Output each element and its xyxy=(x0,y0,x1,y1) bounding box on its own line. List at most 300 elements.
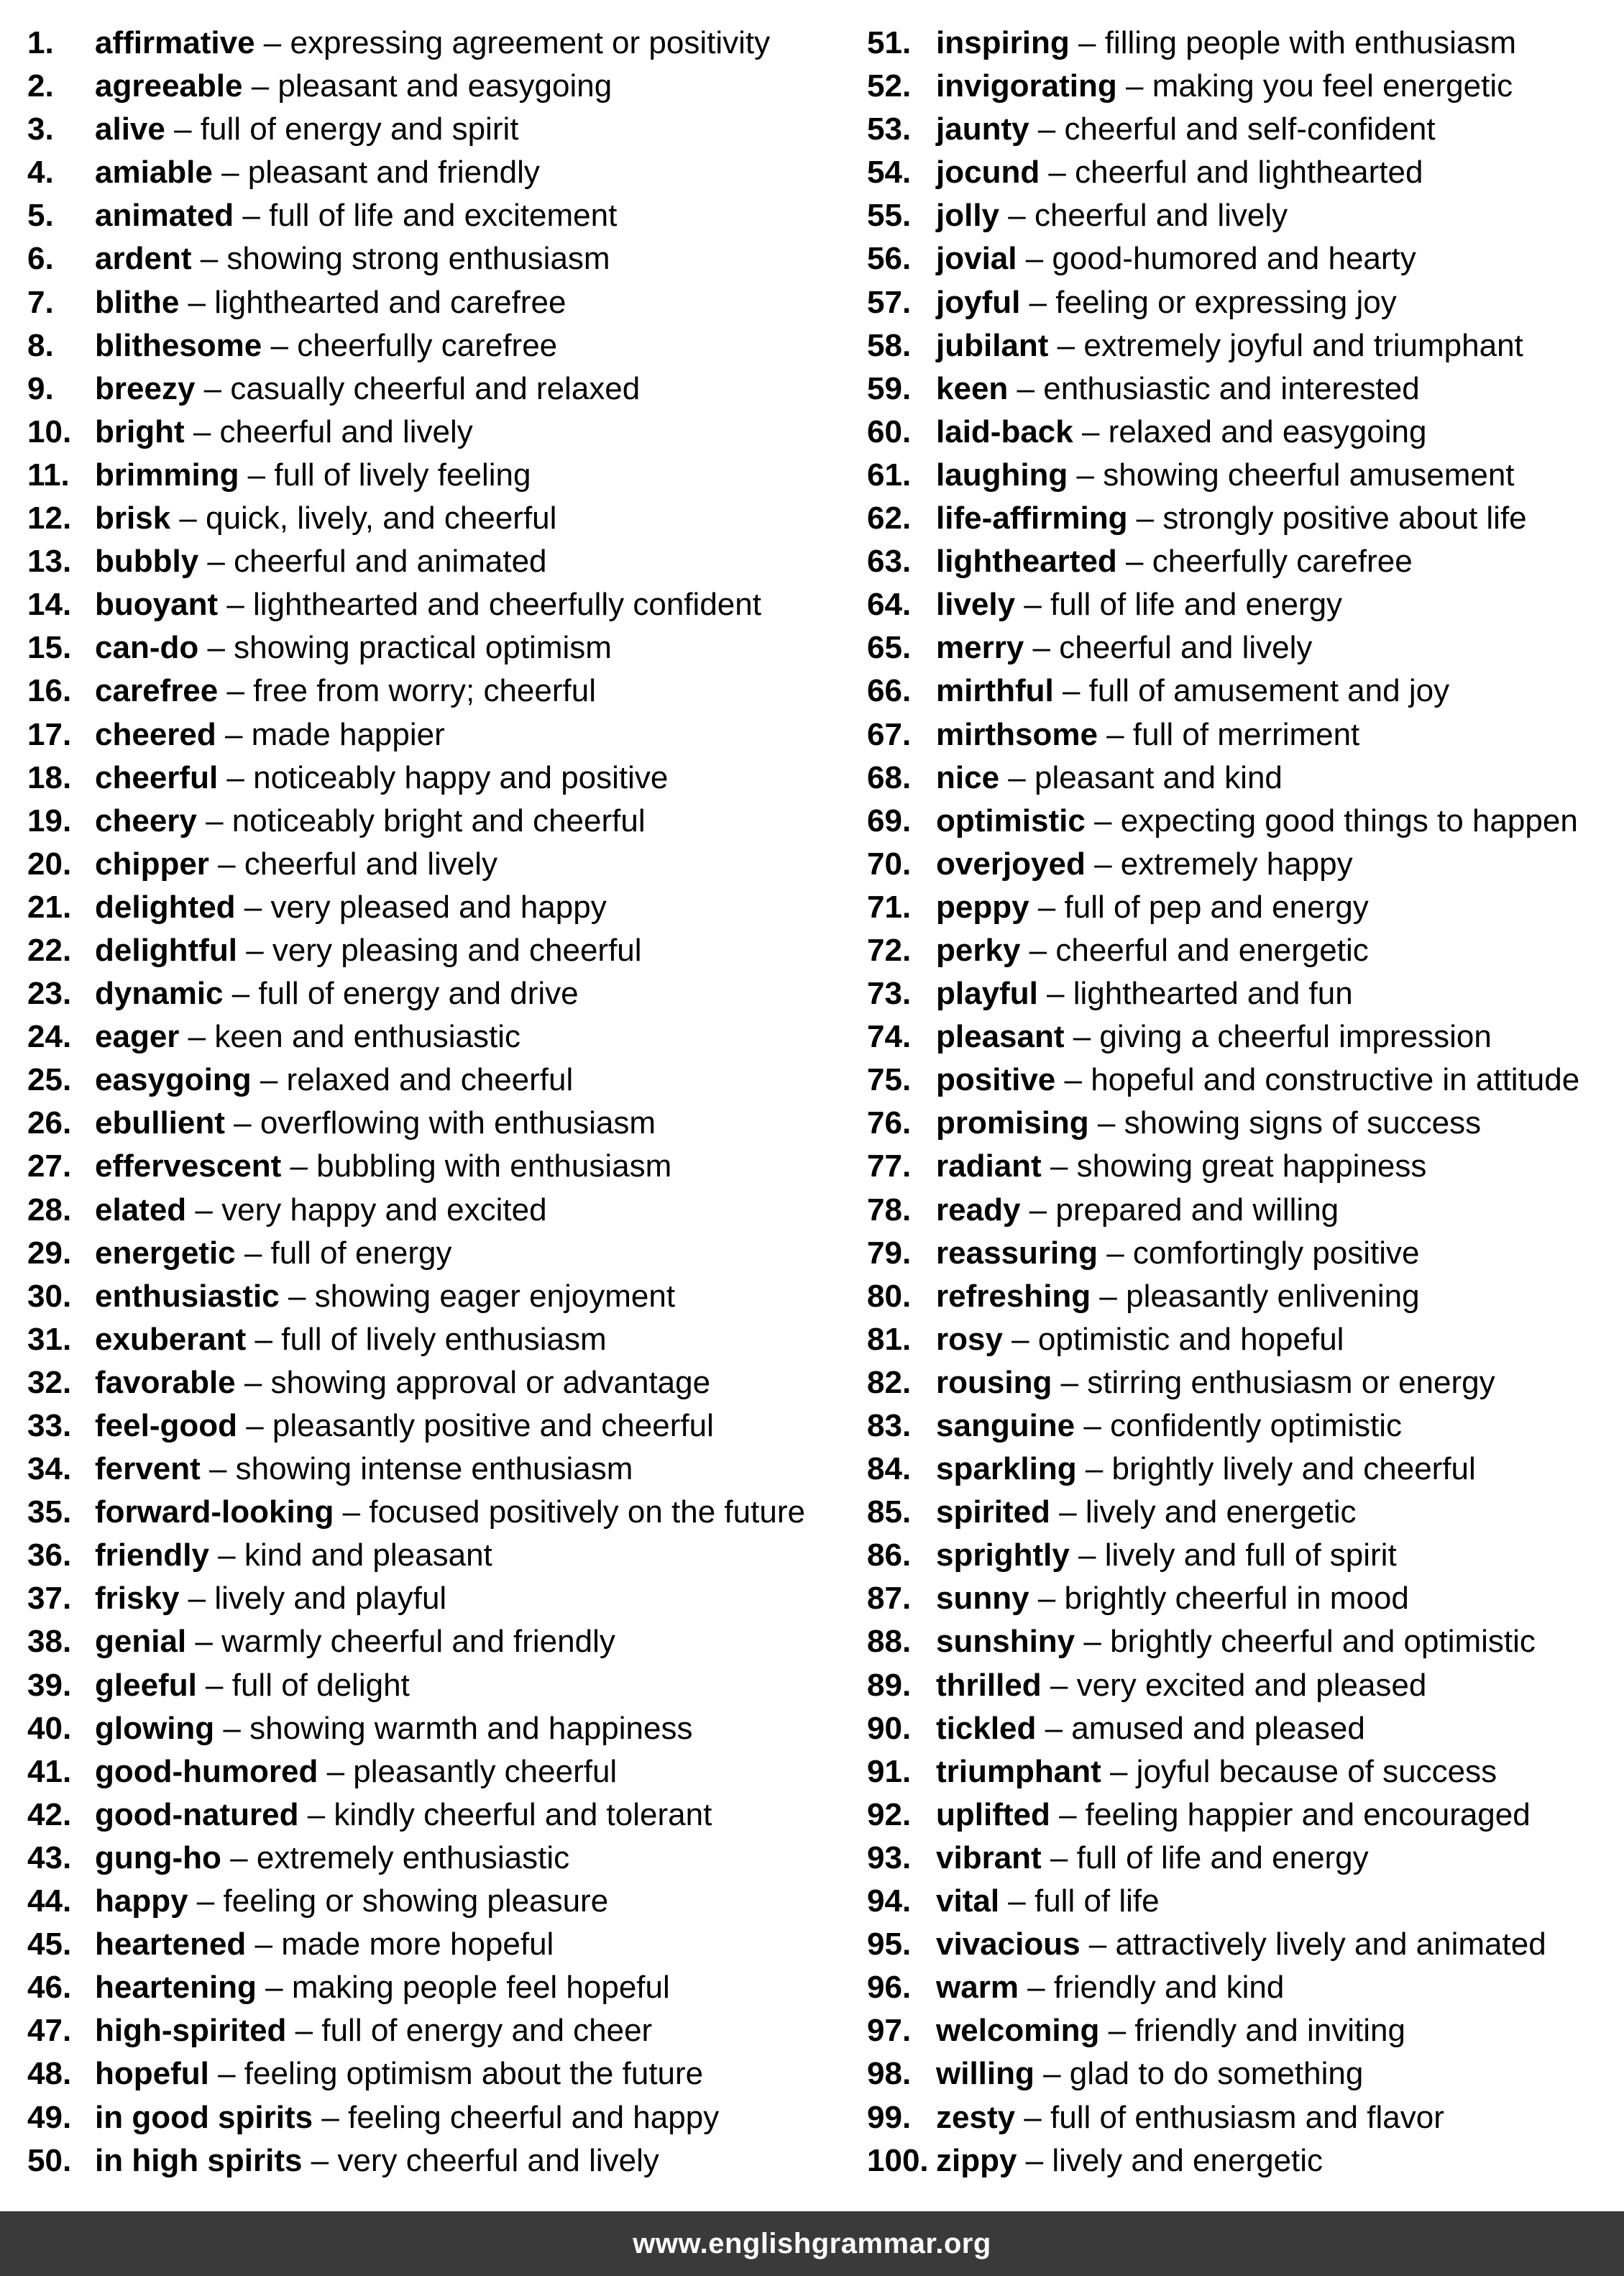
item-word: positive xyxy=(936,1062,1056,1098)
item-number: 82. xyxy=(867,1364,912,1400)
item-number: 96. xyxy=(867,1970,912,2006)
item-word: zippy xyxy=(936,2142,1017,2178)
list-item xyxy=(867,1189,1615,1232)
item-definition: – full of lively enthusiasm xyxy=(246,1321,607,1357)
item-definition: – full of energy xyxy=(235,1235,452,1271)
list-item xyxy=(27,800,832,843)
item-definition: – strongly positive about life xyxy=(1127,501,1527,536)
list-item xyxy=(27,540,832,583)
item-number: 52. xyxy=(867,68,912,104)
item-definition: – very excited and pleased xyxy=(1041,1667,1427,1703)
list-item xyxy=(27,1837,832,1880)
item-word: cheery xyxy=(95,803,197,838)
item-definition: – friendly and inviting xyxy=(1099,2013,1405,2049)
item-number: 74. xyxy=(867,1019,912,1055)
item-word: tickled xyxy=(936,1710,1037,1746)
list-item xyxy=(867,1966,1615,2009)
item-definition: – full of merriment xyxy=(1097,716,1360,752)
list-item xyxy=(867,454,1615,497)
item-definition: – brightly cheerful in mood xyxy=(1029,1581,1409,1617)
item-definition: – kindly cheerful and tolerant xyxy=(298,1796,712,1832)
list-item xyxy=(867,583,1615,626)
list-item xyxy=(27,1102,832,1145)
item-number: 100. xyxy=(867,2142,929,2178)
item-number: 77. xyxy=(867,1148,912,1184)
item-definition: – glad to do something xyxy=(1034,2056,1364,2092)
item-number: 69. xyxy=(867,803,912,838)
item-word: feel-good xyxy=(95,1408,237,1443)
item-definition: – cheerfully carefree xyxy=(262,327,558,363)
item-word: sanguine xyxy=(936,1408,1075,1443)
item-definition: – friendly and kind xyxy=(1018,1970,1285,2006)
item-number: 19. xyxy=(27,803,72,838)
item-definition: – lively and full of spirit xyxy=(1069,1537,1397,1573)
item-definition: – expressing agreement or positivity xyxy=(254,25,771,60)
item-word: good-humored xyxy=(95,1753,318,1789)
item-number: 26. xyxy=(27,1105,72,1141)
item-word: frisky xyxy=(95,1581,180,1617)
item-word: delightful xyxy=(95,932,237,968)
item-word: merry xyxy=(936,630,1024,666)
item-number: 64. xyxy=(867,587,912,623)
list-item xyxy=(867,1837,1615,1880)
item-definition: – full of energy and cheer xyxy=(286,2013,653,2049)
item-number: 93. xyxy=(867,1839,912,1875)
item-word: invigorating xyxy=(936,68,1117,104)
item-word: in high spirits xyxy=(95,2142,303,2178)
item-word: rousing xyxy=(936,1364,1052,1400)
item-definition: – showing eager enjoyment xyxy=(279,1278,676,1314)
item-definition: – showing approval or advantage xyxy=(235,1364,711,1400)
item-number: 91. xyxy=(867,1753,912,1789)
item-definition: – pleasantly positive and cheerful xyxy=(237,1408,714,1443)
item-word: high-spirited xyxy=(95,2013,287,2049)
item-number: 22. xyxy=(27,932,72,968)
item-word: reassuring xyxy=(936,1235,1098,1271)
item-definition: – full of life and excitement xyxy=(234,198,618,234)
item-number: 62. xyxy=(867,501,912,536)
item-definition: – keen and enthusiastic xyxy=(179,1019,520,1055)
item-definition: – warmly cheerful and friendly xyxy=(186,1624,615,1660)
item-definition: – focused positively on the future xyxy=(334,1494,805,1530)
item-definition: – full of delight xyxy=(196,1667,410,1703)
list-item xyxy=(27,886,832,929)
item-word: animated xyxy=(95,198,234,234)
item-number: 94. xyxy=(867,1883,912,1919)
item-number: 60. xyxy=(867,413,912,449)
item-word: refreshing xyxy=(936,1278,1091,1314)
list-item xyxy=(27,626,832,669)
item-definition: – very pleased and happy xyxy=(235,889,607,925)
item-definition: – lighthearted and carefree xyxy=(179,284,566,320)
item-number: 2. xyxy=(27,68,54,104)
item-definition: – relaxed and cheerful xyxy=(251,1062,574,1098)
list-item xyxy=(867,1404,1615,1448)
item-number: 97. xyxy=(867,2013,912,2049)
list-item xyxy=(27,454,832,497)
list-item xyxy=(27,1404,832,1448)
footer-website-link[interactable]: www.englishgrammar.org xyxy=(633,2227,991,2259)
item-definition: – pleasant and friendly xyxy=(212,155,540,191)
item-definition: – cheerful and lighthearted xyxy=(1040,155,1423,191)
item-word: mirthful xyxy=(936,673,1054,709)
list-item xyxy=(27,583,832,626)
item-number: 5. xyxy=(27,198,54,234)
item-definition: – full of amusement and joy xyxy=(1053,673,1450,709)
item-word: vital xyxy=(936,1883,1000,1919)
item-word: blithe xyxy=(95,284,180,320)
item-word: bubbly xyxy=(95,544,199,580)
item-word: playful xyxy=(936,976,1038,1012)
item-word: triumphant xyxy=(936,1753,1101,1789)
list-item xyxy=(27,2052,832,2096)
item-number: 42. xyxy=(27,1796,72,1832)
item-number: 80. xyxy=(867,1278,912,1314)
item-word: happy xyxy=(95,1883,188,1919)
list-item xyxy=(867,1275,1615,1318)
item-word: affirmative xyxy=(95,25,255,60)
list-item xyxy=(27,2139,832,2183)
item-number: 13. xyxy=(27,544,72,580)
item-number: 85. xyxy=(867,1494,912,1530)
item-number: 31. xyxy=(27,1321,72,1357)
list-item xyxy=(867,886,1615,929)
list-item xyxy=(27,411,832,454)
list-item xyxy=(27,151,832,194)
item-word: heartening xyxy=(95,1970,257,2006)
item-number: 39. xyxy=(27,1667,72,1703)
item-word: mirthsome xyxy=(936,716,1098,752)
item-word: dynamic xyxy=(95,976,224,1012)
item-definition: – confidently optimistic xyxy=(1075,1408,1403,1443)
item-definition: – full of energy and spirit xyxy=(165,111,519,147)
item-number: 32. xyxy=(27,1364,72,1400)
item-word: gleeful xyxy=(95,1667,197,1703)
list-item xyxy=(867,1059,1615,1102)
item-number: 71. xyxy=(867,889,912,925)
item-definition: – cheerful and lively xyxy=(208,846,498,882)
item-number: 78. xyxy=(867,1192,912,1228)
item-word: ebullient xyxy=(95,1105,225,1141)
item-definition: – extremely enthusiastic xyxy=(221,1839,570,1875)
item-definition: – very cheerful and lively xyxy=(302,2142,659,2178)
item-definition: – brightly cheerful and optimistic xyxy=(1075,1624,1536,1660)
list-item xyxy=(867,22,1615,65)
list-item xyxy=(27,1750,832,1793)
item-definition: – pleasantly enlivening xyxy=(1091,1278,1420,1314)
item-number: 72. xyxy=(867,932,912,968)
item-number: 47. xyxy=(27,2013,72,2049)
item-definition: – cheerfully carefree xyxy=(1116,544,1413,580)
item-number: 98. xyxy=(867,2056,912,2092)
item-word: laid-back xyxy=(936,413,1073,449)
item-number: 70. xyxy=(867,846,912,882)
item-definition: – showing warmth and happiness xyxy=(214,1710,693,1746)
item-number: 63. xyxy=(867,544,912,580)
item-word: glowing xyxy=(95,1710,215,1746)
list-item xyxy=(27,1966,832,2009)
list-item xyxy=(27,1448,832,1491)
list-item xyxy=(27,1059,832,1102)
list-item xyxy=(867,2052,1615,2096)
list-item xyxy=(27,1275,832,1318)
list-item xyxy=(867,324,1615,367)
list-item xyxy=(867,1145,1615,1188)
item-definition: – noticeably bright and cheerful xyxy=(196,803,646,838)
item-definition: – showing intense enthusiasm xyxy=(200,1451,633,1487)
list-item xyxy=(27,1664,832,1707)
item-number: 24. xyxy=(27,1019,72,1055)
item-definition: – quick, lively, and cheerful xyxy=(170,501,557,536)
item-definition: – feeling or expressing joy xyxy=(1020,284,1397,320)
item-word: carefree xyxy=(95,673,219,709)
list-item xyxy=(27,1491,832,1534)
item-definition: – prepared and willing xyxy=(1020,1192,1339,1228)
item-number: 38. xyxy=(27,1624,72,1660)
item-word: genial xyxy=(95,1624,187,1660)
item-definition: – feeling or showing pleasure xyxy=(188,1883,609,1919)
item-word: eager xyxy=(95,1019,180,1055)
list-item xyxy=(27,22,832,65)
item-number: 58. xyxy=(867,327,912,363)
item-number: 55. xyxy=(867,198,912,234)
item-word: brisk xyxy=(95,501,171,536)
list-item xyxy=(867,1577,1615,1620)
item-number: 73. xyxy=(867,976,912,1012)
item-word: welcoming xyxy=(936,2013,1100,2049)
item-number: 18. xyxy=(27,759,72,795)
item-number: 45. xyxy=(27,1927,72,1962)
item-word: peppy xyxy=(936,889,1029,925)
item-number: 99. xyxy=(867,2099,912,2135)
item-number: 51. xyxy=(867,25,912,60)
item-definition: – showing cheerful amusement xyxy=(1068,457,1515,493)
item-definition: – cheerful and self-confident xyxy=(1029,111,1436,147)
list-item xyxy=(867,1232,1615,1275)
item-word: optimistic xyxy=(936,803,1086,838)
item-word: zesty xyxy=(936,2099,1016,2135)
item-number: 56. xyxy=(867,241,912,277)
item-number: 48. xyxy=(27,2056,72,2092)
item-word: brimming xyxy=(95,457,239,493)
item-number: 66. xyxy=(867,673,912,709)
item-definition: – optimistic and hopeful xyxy=(1002,1321,1344,1357)
item-definition: – bubbling with enthusiasm xyxy=(281,1148,672,1184)
item-word: enthusiastic xyxy=(95,1278,280,1314)
item-word: keen xyxy=(936,370,1009,406)
item-definition: – cheerful and animated xyxy=(198,544,547,580)
item-number: 95. xyxy=(867,1927,912,1962)
list-item xyxy=(27,713,832,757)
item-word: exuberant xyxy=(95,1321,247,1357)
list-item xyxy=(867,929,1615,972)
item-number: 67. xyxy=(867,716,912,752)
item-number: 86. xyxy=(867,1537,912,1573)
item-word: elated xyxy=(95,1192,187,1228)
list-item xyxy=(867,626,1615,669)
list-item xyxy=(867,65,1615,108)
list-item xyxy=(27,1232,832,1275)
item-definition: – feeling optimism about the future xyxy=(208,2056,704,2092)
item-word: inspiring xyxy=(936,25,1070,60)
item-word: bright xyxy=(95,413,185,449)
item-word: overjoyed xyxy=(936,846,1086,882)
item-number: 15. xyxy=(27,630,72,666)
item-number: 20. xyxy=(27,846,72,882)
item-number: 1. xyxy=(27,25,54,60)
item-definition: – lively and energetic xyxy=(1017,2142,1323,2178)
item-word: amiable xyxy=(95,155,213,191)
item-definition: – cheerful and lively xyxy=(999,198,1288,234)
list-item xyxy=(867,669,1615,713)
list-item xyxy=(867,2139,1615,2183)
item-number: 61. xyxy=(867,457,912,493)
item-definition: – feeling cheerful and happy xyxy=(313,2099,720,2135)
list-item xyxy=(867,1793,1615,1837)
list-item xyxy=(27,669,832,713)
item-word: sunshiny xyxy=(936,1624,1075,1660)
item-word: fervent xyxy=(95,1451,201,1487)
item-definition: – cheerful and energetic xyxy=(1020,932,1369,968)
item-definition: – enthusiastic and interested xyxy=(1008,370,1420,406)
item-word: can-do xyxy=(95,630,199,666)
item-number: 92. xyxy=(867,1796,912,1832)
item-number: 76. xyxy=(867,1105,912,1141)
list-item xyxy=(27,108,832,151)
item-number: 40. xyxy=(27,1710,72,1746)
item-word: jocund xyxy=(936,155,1040,191)
list-item xyxy=(27,2009,832,2052)
list-item xyxy=(27,929,832,972)
item-definition: – making you feel energetic xyxy=(1116,68,1513,104)
list-item xyxy=(867,1361,1615,1404)
list-item xyxy=(867,757,1615,800)
list-item xyxy=(27,367,832,411)
item-word: promising xyxy=(936,1105,1089,1141)
item-definition: – attractively lively and animated xyxy=(1080,1927,1546,1962)
list-item xyxy=(867,1102,1615,1145)
list-item xyxy=(867,2096,1615,2139)
list-item xyxy=(867,1923,1615,1966)
item-word: hopeful xyxy=(95,2056,209,2092)
list-item xyxy=(867,497,1615,540)
item-word: thrilled xyxy=(936,1667,1042,1703)
item-number: 44. xyxy=(27,1883,72,1919)
item-number: 12. xyxy=(27,501,72,536)
item-number: 59. xyxy=(867,370,912,406)
list-item xyxy=(27,2096,832,2139)
item-number: 33. xyxy=(27,1408,72,1443)
item-word: blithesome xyxy=(95,327,262,363)
list-item xyxy=(27,324,832,367)
list-item xyxy=(27,1793,832,1837)
item-definition: – full of life and energy xyxy=(1041,1839,1369,1875)
item-word: agreeable xyxy=(95,68,243,104)
item-definition: – very pleasing and cheerful xyxy=(237,932,642,968)
item-word: heartened xyxy=(95,1927,247,1962)
item-definition: – full of enthusiasm and flavor xyxy=(1015,2099,1444,2135)
item-definition: – full of life and energy xyxy=(1015,587,1343,623)
item-definition: – joyful because of success xyxy=(1101,1753,1497,1789)
item-word: cheerful xyxy=(95,759,219,795)
item-word: jubilant xyxy=(936,327,1049,363)
item-definition: – cheerful and lively xyxy=(1024,630,1313,666)
item-definition: – lively and playful xyxy=(179,1581,447,1617)
list-item xyxy=(27,1015,832,1059)
item-word: buoyant xyxy=(95,587,219,623)
item-number: 89. xyxy=(867,1667,912,1703)
item-word: sprightly xyxy=(936,1537,1070,1573)
item-definition: – free from worry; cheerful xyxy=(218,673,596,709)
list-item xyxy=(27,1361,832,1404)
list-item xyxy=(867,540,1615,583)
list-item xyxy=(867,800,1615,843)
item-word: lively xyxy=(936,587,1016,623)
item-number: 88. xyxy=(867,1624,912,1660)
list-item xyxy=(867,281,1615,324)
list-item xyxy=(27,757,832,800)
list-item xyxy=(867,237,1615,280)
list-item xyxy=(27,65,832,108)
list-item xyxy=(867,1015,1615,1059)
item-number: 43. xyxy=(27,1839,72,1875)
item-word: laughing xyxy=(936,457,1068,493)
item-definition: – very happy and excited xyxy=(186,1192,547,1228)
item-number: 23. xyxy=(27,976,72,1012)
item-definition: – giving a cheerful impression xyxy=(1064,1019,1492,1055)
list-item xyxy=(867,1880,1615,1923)
item-definition: – full of energy and drive xyxy=(223,976,579,1012)
footer-bar xyxy=(0,2211,1624,2276)
item-word: ready xyxy=(936,1192,1021,1228)
item-number: 17. xyxy=(27,716,72,752)
item-word: ardent xyxy=(95,241,192,277)
list-item xyxy=(867,151,1615,194)
item-word: pleasant xyxy=(936,1019,1065,1055)
list-item xyxy=(27,194,832,237)
item-definition: – good-humored and hearty xyxy=(1017,241,1416,277)
item-word: alive xyxy=(95,111,165,147)
word-list-right-column xyxy=(867,22,1615,2183)
item-definition: – kind and pleasant xyxy=(208,1537,492,1573)
list-item xyxy=(27,1880,832,1923)
item-definition: – pleasant and easygoing xyxy=(242,68,613,104)
item-word: vibrant xyxy=(936,1839,1042,1875)
item-word: gung-ho xyxy=(95,1839,221,1875)
item-word: effervescent xyxy=(95,1148,282,1184)
list-item xyxy=(27,1923,832,1966)
list-item xyxy=(27,1707,832,1750)
item-number: 4. xyxy=(27,155,54,191)
item-number: 11. xyxy=(27,457,70,493)
list-item xyxy=(867,1620,1615,1663)
item-definition: – stirring enthusiasm or energy xyxy=(1052,1364,1495,1400)
item-word: lighthearted xyxy=(936,544,1117,580)
list-item xyxy=(27,1577,832,1620)
item-number: 65. xyxy=(867,630,912,666)
item-word: vivacious xyxy=(936,1927,1081,1962)
list-item xyxy=(867,713,1615,757)
item-definition: – showing practical optimism xyxy=(198,630,612,666)
item-number: 16. xyxy=(27,673,72,709)
item-number: 34. xyxy=(27,1451,72,1487)
list-item xyxy=(27,843,832,886)
list-item xyxy=(867,1707,1615,1750)
item-word: spirited xyxy=(936,1494,1050,1530)
item-definition: – showing strong enthusiasm xyxy=(191,241,610,277)
item-word: jaunty xyxy=(936,111,1029,147)
item-number: 27. xyxy=(27,1148,72,1184)
